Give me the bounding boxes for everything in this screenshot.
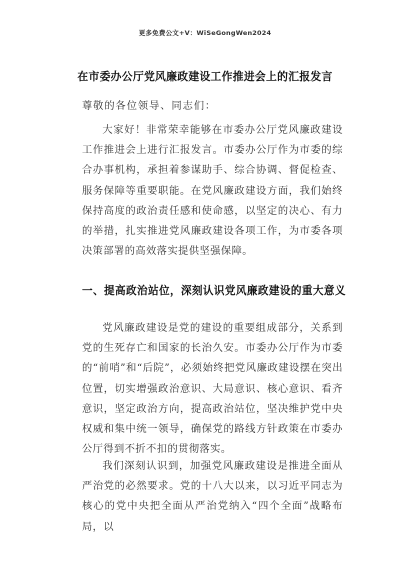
paragraph-intro: 大家好！非常荣幸能够在市委办公厅党风廉政建设工作推进会上进行汇报发言。市委办公厅作为市委的综合办事机构，承担着参谋助手、综合协调、督促检查、服务保障等重要职能。在党风廉政建设方面，我们始终保持高度的政治责任感和使命感，以坚定的决心、有力的举措，扎实推进党风廉政建设各项工作，为市委各项决策部署的高效落实提供坚强保障。 <box>82 125 343 258</box>
paragraph-body-2: 我们深刻认识到，加强党风廉政建设是推进全面从严治党的必然要求。党的十八大以来，以习近平同志为核心的党中央把全面从严治党纳入“四个全面”战略布局，以 <box>82 461 343 533</box>
section-heading: 一、提高政治站位，深刻认识党风廉政建设的重大意义 <box>82 285 346 297</box>
document-title: 在市委办公厅党风廉政建设工作推进会上的汇报发言 <box>77 70 333 83</box>
header-note: 更多免费公文+V：WiSeGongWen2024 <box>138 29 272 37</box>
paragraph-body-1: 党风廉政建设是党的建设的重要组成部分，关系到党的生死存亡和国家的长治久安。市委办公厅作为市委的“前哨”和“后院”，必须始终把党风廉政建设摆在突出位置，切实增强政治意识、大局意识、核心意识、看齐意识，坚定政治方向，提高政治站位，坚决维护党中央权威和集中统一领导，确保党的路线方针政策在市委办公厅得到不折不扣的贯彻落实。 <box>82 323 343 456</box>
salutation: 尊敬的各位领导、同志们： <box>82 101 217 112</box>
